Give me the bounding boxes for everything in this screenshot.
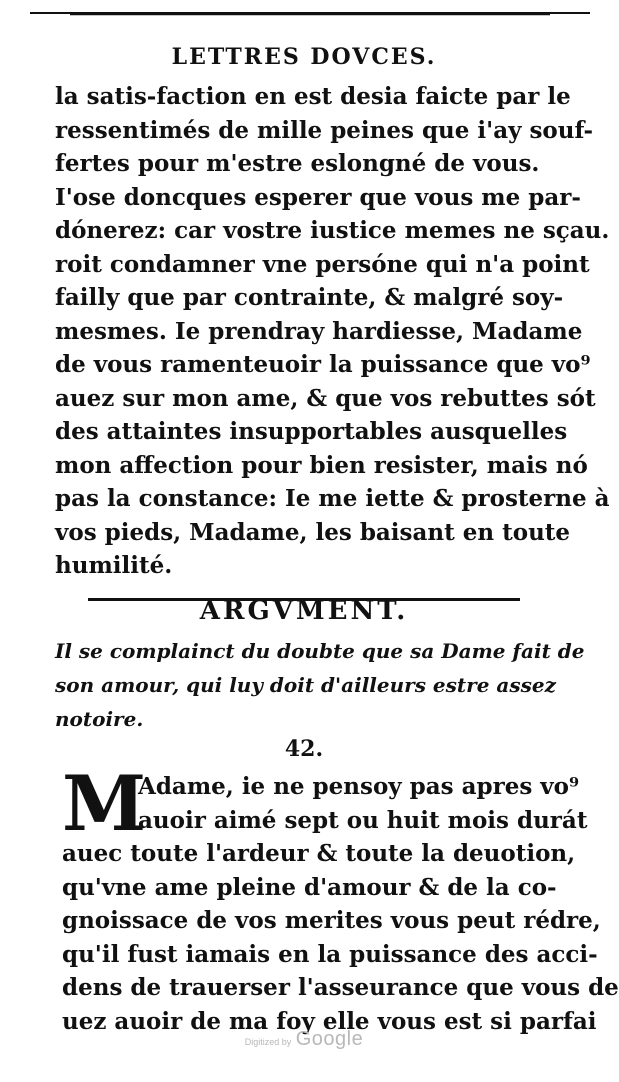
text-line: de vous ramenteuoir la puissance que vo⁹ xyxy=(55,351,591,378)
text-line: la satis-faction en est desia faicte par le xyxy=(55,83,571,110)
watermark-prefix: Digitized by xyxy=(244,1037,292,1047)
text-line: gnoissace de vos merites vous peut rédre, xyxy=(62,907,601,934)
text-line: roit condamner vne persóne qui n'a point xyxy=(55,250,590,278)
text-line: auec toute l'ardeur & toute la deuotion, xyxy=(62,840,576,867)
text-line: dens de trauerser l'asseurance que vous de xyxy=(62,974,619,1001)
text-line: uez auoir de ma foy elle vous est si parfai xyxy=(62,1007,597,1035)
argument-line: Il se complainct du doubte que sa Dame fait de xyxy=(55,639,585,663)
text-line: vos pieds, Madame, les baisant en toute xyxy=(55,518,571,546)
top-ornamental-rule xyxy=(30,10,590,16)
letter-continuation-text xyxy=(55,80,610,583)
text-line: humilité. xyxy=(55,552,173,579)
text-line: I'ose doncques esperer que vous me par- xyxy=(55,183,581,211)
text-line: mon affection pour bien resister, mais nó xyxy=(55,451,588,479)
text-line: mesmes. Ie prendray hardiesse, Madame xyxy=(55,317,583,345)
text-line: qu'vne ame pleine d'amour & de la co- xyxy=(62,873,557,901)
letter-body xyxy=(62,759,619,1038)
text-line: Adame, ie ne pensoy pas apres vo⁹ xyxy=(138,773,580,800)
digitized-watermark xyxy=(0,1028,608,1051)
argument-summary xyxy=(55,634,585,736)
text-line: auez sur mon ame, & que vos rebuttes sót xyxy=(55,384,596,412)
text-line: failly que par contrainte, & malgré soy- xyxy=(55,284,564,311)
drop-cap: M xyxy=(62,759,147,848)
text-line: qu'il fust iamais en la puissance des acci- xyxy=(62,940,598,968)
text-line: auoir aimé sept ou huit mois durát xyxy=(138,806,588,834)
text-line: fertes pour m'estre eslongné de vous. xyxy=(55,150,540,177)
section-title: ARGVMENT. xyxy=(199,596,409,626)
text-line: des attaintes insupportables ausquelles xyxy=(55,418,568,445)
text-line: ressentimés de mille peines que i'ay souf- xyxy=(55,116,594,144)
running-head: LETTRES DOVCES. xyxy=(171,44,437,70)
text-line: pas la constance: Ie me iette & prosterne à xyxy=(55,485,610,512)
letter-number: 42. xyxy=(284,736,324,762)
argument-line: son amour, qui luy doit d'ailleurs estre assez xyxy=(55,673,556,697)
argument-line: notoire. xyxy=(55,707,144,731)
google-logo: Google xyxy=(295,1028,364,1050)
text-line: dónerez: car vostre iustice memes ne sçau. xyxy=(55,217,610,244)
